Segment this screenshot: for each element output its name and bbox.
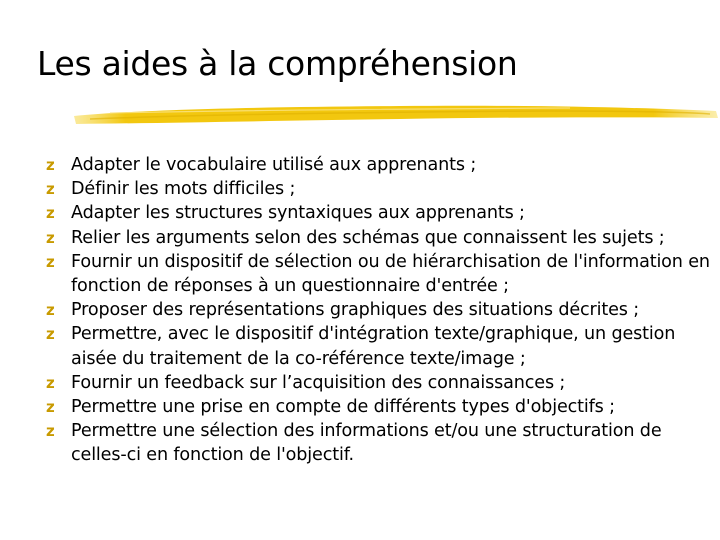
list-item	[46, 177, 718, 201]
z-bullet-icon: z	[46, 204, 55, 223]
list-item-text: Proposer des représentations graphiques des situations décrites ;	[71, 300, 640, 321]
z-bullet-icon: z	[46, 252, 55, 271]
list-item-text: Permettre une sélection des informations et/ou une structuration de celles-ci en fonction de l'objectif.	[71, 421, 662, 466]
list-item	[46, 201, 718, 225]
z-bullet-icon: z	[46, 398, 55, 417]
z-bullet-icon: z	[46, 422, 55, 441]
list-item	[46, 153, 718, 177]
bullet-list	[46, 153, 718, 468]
z-bullet-icon: z	[46, 373, 55, 392]
z-bullet-icon: z	[46, 325, 55, 344]
z-bullet-icon: z	[46, 156, 55, 174]
list-item	[46, 250, 718, 298]
list-item	[46, 395, 718, 419]
list-item-text: Fournir un dispositif de sélection ou de hiérarchisation de l'information en fonction de réponses à un questionnaire d'entrée ;	[71, 251, 710, 297]
list-item-text: Permettre une prise en compte de différents types d'objectifs ;	[71, 397, 615, 418]
list-item	[46, 322, 718, 370]
list-item-text: Relier les arguments selon des schémas que connaissent les sujets ;	[71, 227, 665, 248]
list-item-text: Définir les mots difficiles ;	[71, 179, 296, 200]
list-item-text: Fournir un feedback sur l’acquisition des connaissances ;	[71, 372, 566, 393]
list-item-text: Permettre, avec le dispositif d'intégration texte/graphique, un gestion aisée du traitement de la co-référence texte/image ;	[71, 324, 676, 369]
z-bullet-icon: z	[46, 228, 55, 247]
z-bullet-icon: z	[46, 180, 55, 199]
slide-title: Les aides à la compréhension	[37, 44, 518, 83]
list-item-text: Adapter les structures syntaxiques aux apprenants ;	[71, 203, 525, 224]
z-bullet-icon: z	[46, 301, 55, 320]
list-item	[46, 226, 718, 250]
title-underline-brushstroke	[70, 100, 720, 132]
list-item-text: Adapter le vocabulaire utilisé aux apprenants ;	[71, 155, 477, 175]
list-item	[46, 298, 718, 322]
list-item	[46, 419, 718, 467]
list-item	[46, 371, 718, 395]
